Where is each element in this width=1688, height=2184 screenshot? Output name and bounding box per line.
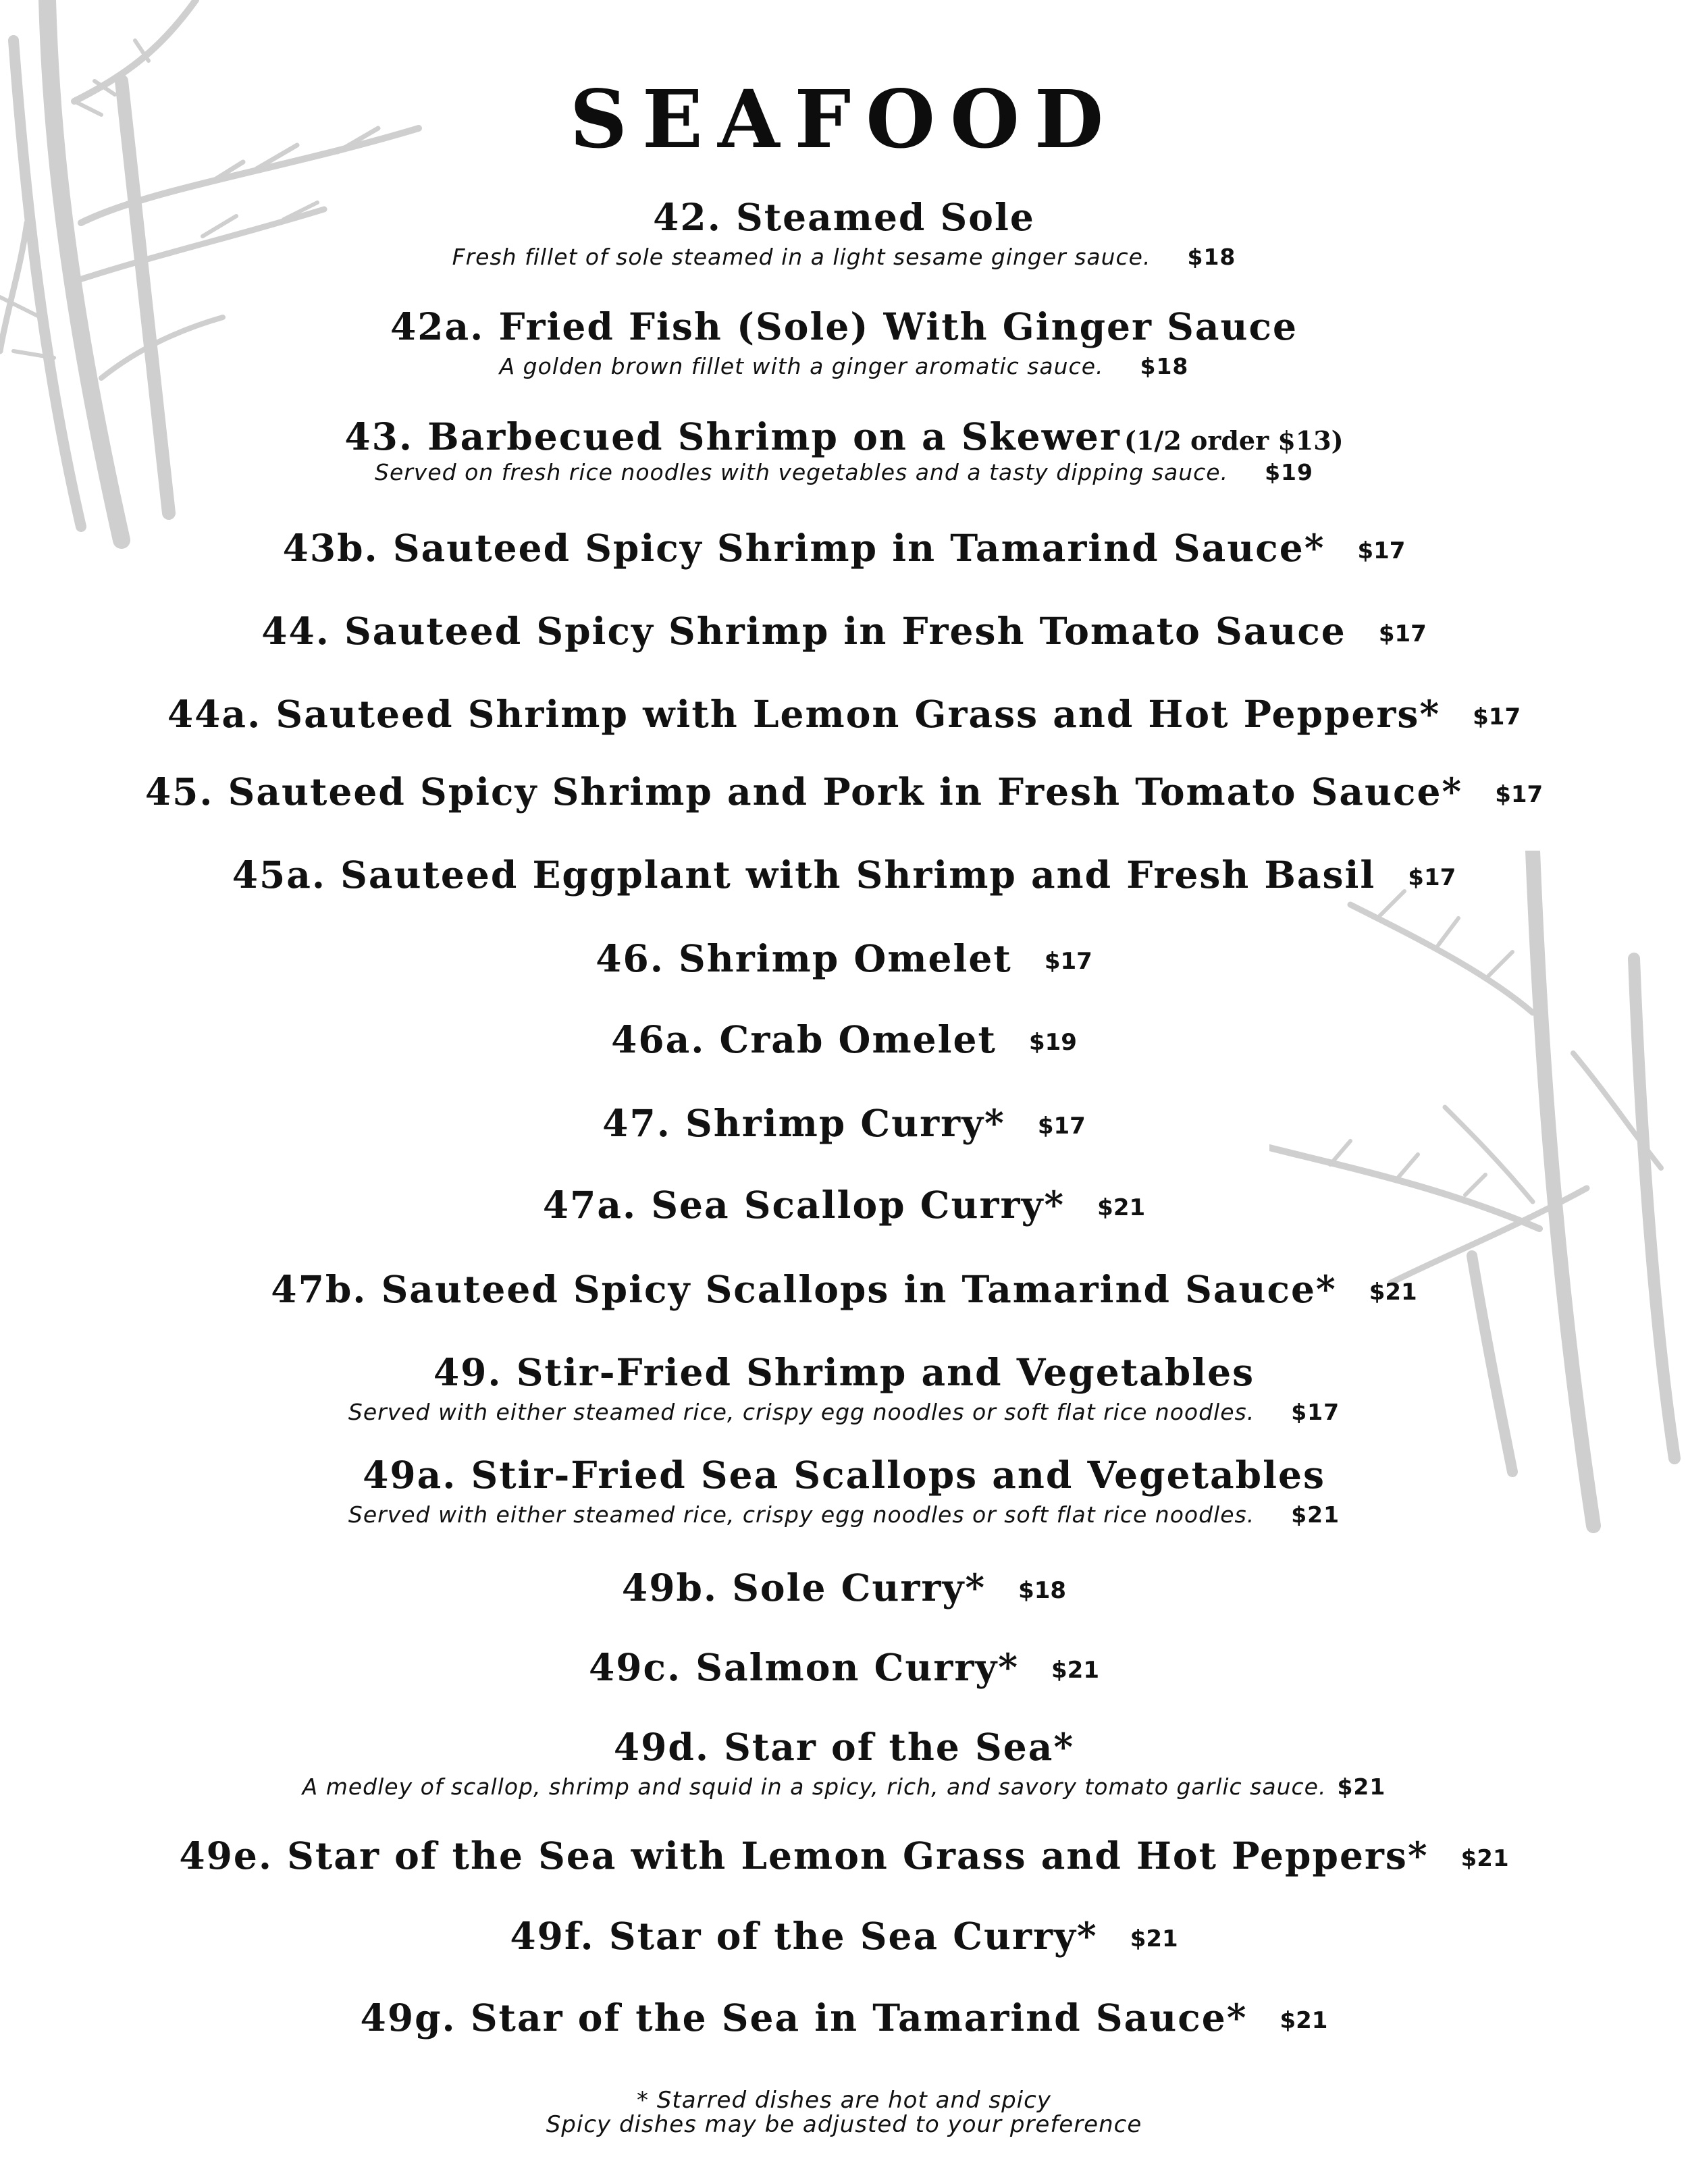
item-name: 49f. Star of the Sea Curry* [510, 1914, 1098, 1958]
menu-item-42a [0, 304, 1688, 379]
item-description: A golden brown fillet with a ginger aromatic sauce. [499, 352, 1104, 379]
item-name: 49e. Star of the Sea with Lemon Grass and Hot Peppers* [179, 1834, 1429, 1877]
item-name: 44. Sauteed Spicy Shrimp in Fresh Tomato Sauce [261, 609, 1346, 653]
menu-item-46a [0, 1019, 1688, 1061]
item-name: 43b. Sauteed Spicy Shrimp in Tamarind Sauce* [282, 526, 1325, 570]
item-price: $17 [1495, 781, 1544, 808]
item-name: 42a. Fried Fish (Sole) With Ginger Sauce [390, 304, 1298, 348]
menu-item-49c [0, 1647, 1688, 1688]
footer-spicy-note: * Starred dishes are hot and spicy [637, 2087, 1051, 2114]
item-price: $21 [1369, 1279, 1417, 1306]
menu-item-49 [0, 1352, 1688, 1425]
menu-item-43b [0, 528, 1688, 569]
item-name: 47a. Sea Scallop Curry* [542, 1183, 1065, 1227]
menu-item-47b [0, 1269, 1688, 1310]
menu-item-49e [0, 1836, 1688, 1877]
item-price: $18 [1140, 352, 1189, 379]
menu-item-49a [0, 1455, 1688, 1528]
item-price: $18 [1018, 1577, 1067, 1604]
item-price: $17 [1473, 703, 1521, 730]
menu-item-49b [0, 1568, 1688, 1609]
item-price: $17 [1378, 620, 1427, 647]
item-price: $19 [1265, 458, 1313, 485]
menu-item-49g [0, 1998, 1688, 2039]
item-price: $21 [1280, 2007, 1328, 2034]
menu-item-46 [0, 938, 1688, 980]
item-price: $21 [1051, 1657, 1099, 1684]
item-name: 49g. Star of the Sea in Tamarind Sauce* [360, 1996, 1248, 2040]
footer-note [0, 2089, 1688, 2137]
menu-item-44 [0, 611, 1688, 652]
menu-item-45 [0, 772, 1688, 813]
item-price: $18 [1187, 243, 1236, 270]
footer-adjust-note: Spicy dishes may be adjusted to your preference [546, 2110, 1142, 2138]
item-name: 47. Shrimp Curry* [602, 1101, 1005, 1145]
item-name: 47b. Sauteed Spicy Scallops in Tamarind Sauce* [271, 1267, 1337, 1311]
item-name: 42. Steamed Sole [653, 195, 1035, 239]
item-description: Served with either steamed rice, crispy egg noodles or soft flat rice noodles. [348, 1501, 1255, 1528]
menu-item-42 [0, 197, 1688, 270]
menu-item-47 [0, 1103, 1688, 1144]
item-description: Served with either steamed rice, crispy egg noodles or soft flat rice noodles. [348, 1398, 1255, 1425]
item-name: 46a. Crab Omelet [611, 1017, 997, 1061]
item-name: 46. Shrimp Omelet [596, 936, 1012, 980]
menu-item-44a [0, 694, 1688, 735]
item-price: $19 [1028, 1029, 1077, 1056]
menu-item-49d [0, 1727, 1688, 1800]
item-name: 49. Stir-Fried Shrimp and Vegetables [433, 1350, 1255, 1394]
menu-item-47a [0, 1185, 1688, 1226]
item-price: $17 [1291, 1398, 1340, 1425]
item-price: $21 [1097, 1194, 1146, 1221]
item-name: 45. Sauteed Spicy Shrimp and Pork in Fresh Tomato Sauce* [144, 770, 1463, 814]
item-description: Fresh fillet of sole steamed in a light sesame ginger sauce. [452, 243, 1151, 270]
item-price: $21 [1460, 1845, 1509, 1872]
item-price: $21 [1337, 1773, 1386, 1800]
item-description: Served on fresh rice noodles with vegetables and a tasty dipping sauce. [375, 458, 1229, 485]
menu-item-49f [0, 1916, 1688, 1957]
item-name: 49a. Stir-Fried Sea Scallops and Vegetables [363, 1453, 1325, 1497]
menu-item-43 [0, 417, 1688, 485]
item-name: 49c. Salmon Curry* [588, 1645, 1020, 1689]
item-name: 45a. Sauteed Eggplant with Shrimp and Fresh Basil [232, 853, 1376, 897]
item-name: 44a. Sauteed Shrimp with Lemon Grass and Hot Peppers* [167, 692, 1441, 736]
item-price: $21 [1130, 1925, 1178, 1952]
item-price: $17 [1408, 864, 1456, 891]
item-half-order: (1/2 order $13) [1124, 425, 1344, 456]
menu-title: SEAFOOD [569, 72, 1119, 166]
menu-item-45a [0, 855, 1688, 896]
item-price: $17 [1044, 948, 1092, 975]
item-name: 49b. Sole Curry* [621, 1566, 986, 1609]
item-price: $21 [1291, 1501, 1340, 1528]
item-price: $17 [1037, 1113, 1086, 1140]
item-price: $17 [1357, 537, 1406, 564]
item-name: 49d. Star of the Sea* [613, 1725, 1075, 1769]
item-name: 43. Barbecued Shrimp on a Skewer [344, 415, 1121, 458]
item-description: A medley of scallop, shrimp and squid in a spicy, rich, and savory tomato garlic sauce. [302, 1773, 1327, 1800]
